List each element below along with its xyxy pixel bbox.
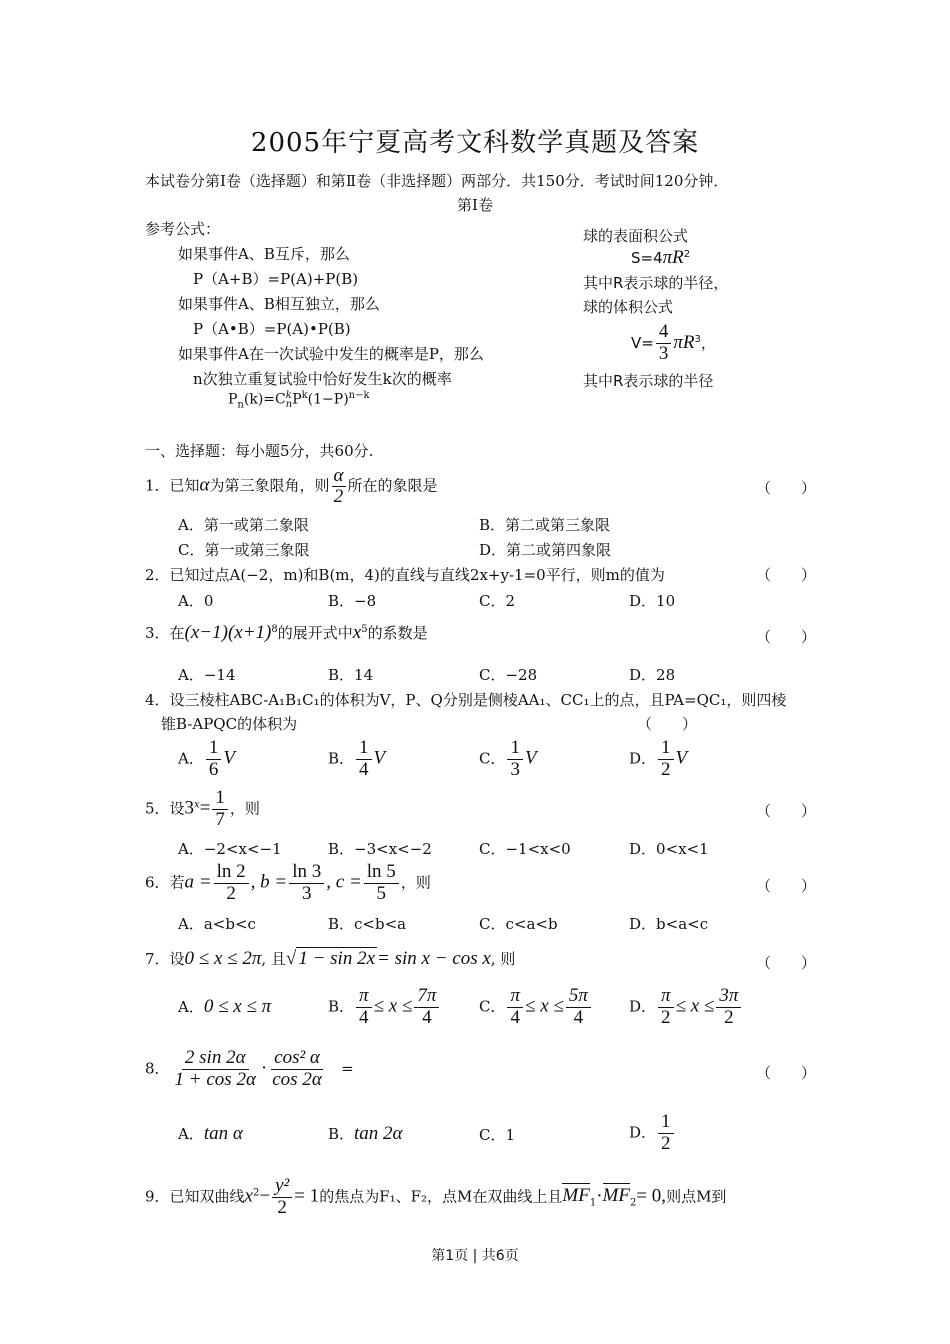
option-b: B．−3<x<−2 bbox=[328, 840, 432, 858]
option-c: C．−1<x<0 bbox=[479, 840, 571, 858]
option-a: A． $\frac{1}{6}$ V bbox=[178, 737, 235, 780]
option-a: A．−2<x<−1 bbox=[178, 840, 282, 858]
radius-note: 其中R表示球的半径 bbox=[583, 372, 714, 390]
option-c: C．2 bbox=[479, 592, 516, 610]
option-a: A．−14 bbox=[178, 666, 236, 684]
option-c: C．c<a<b bbox=[479, 915, 558, 933]
sphere-area-formula: $S=4\pi R^2$ bbox=[631, 247, 691, 268]
option-b: B． $\frac{1}{4}$ V bbox=[328, 737, 386, 780]
option-d: D． $\frac{1}{2}$ bbox=[629, 1112, 676, 1155]
option-d: D．第二或第四象限 bbox=[479, 541, 612, 559]
formula-line: 如果事件A、B互斥，那么 bbox=[178, 245, 350, 263]
option-d: D．b<a<c bbox=[629, 915, 709, 933]
binomial-formula: $P_n(k)=C$ k n $P^k(1-P)^{n-k}$ bbox=[228, 389, 370, 411]
option-a: A．0 bbox=[178, 592, 214, 610]
radius-note: 其中R表示球的半径， bbox=[583, 274, 729, 292]
option-c: C．第一或第三象限 bbox=[178, 541, 310, 559]
question-2-stem: 2．已知过点A(−2，m)和B(m，4)的直线与直线2x+y-1=0平行，则m的值为 bbox=[145, 566, 665, 584]
option-a: A．a<b<c bbox=[178, 915, 256, 933]
option-b: B． $\frac{\pi}{4}$ ≤ x ≤ $\frac{7\pi}{4}$ bbox=[328, 986, 441, 1029]
page-footer: 第1页 | 共6页 bbox=[431, 1248, 519, 1264]
option-c: C． $\frac{1}{3}$ V bbox=[479, 737, 537, 780]
answer-blank: （ ） bbox=[756, 877, 817, 895]
option-d: D． $\frac{1}{2}$ V bbox=[629, 737, 688, 780]
exam-intro: 本试卷分第Ⅰ卷（选择题）和第Ⅱ卷（非选择题）两部分．共150分．考试时间120分钟． bbox=[145, 172, 729, 190]
option-c: C．−28 bbox=[479, 666, 538, 684]
option-b: B．第二或第三象限 bbox=[479, 516, 611, 534]
question-5-stem: 5．设$3^x=$ $\frac{1}{7}$ ，则 bbox=[145, 787, 260, 830]
option-d: D．28 bbox=[629, 666, 676, 684]
question-3-stem: 3．在$(x-1)(x+1)^8$的展开式中$x^5$的系数是 bbox=[145, 622, 428, 643]
option-c: C． $\frac{\pi}{4}$ ≤ x ≤ $\frac{5\pi}{4}$ bbox=[479, 986, 593, 1029]
question-1-stem: 1．已知α为第三象限角，则 $\frac{\alpha}{2}$ 所在的象限是 bbox=[145, 465, 438, 507]
formula-line: 如果事件A在一次试验中发生的概率是P，那么 bbox=[178, 345, 484, 363]
question-4-stem-cont: 锥B-APQC的体积为 bbox=[161, 715, 298, 733]
option-d: D．10 bbox=[629, 592, 676, 610]
option-b: B．tan 2α bbox=[328, 1123, 403, 1144]
answer-blank: （ ） bbox=[756, 566, 817, 584]
formula-line: P（A+B）=P(A)+P(B) bbox=[193, 270, 359, 288]
page-title: 2005年宁夏高考文科数学真题及答案 bbox=[250, 128, 700, 158]
question-8-stem: 8． $\frac{2 \sin 2\alpha}{1 + \cos 2\alpha}$ · $\frac{\text{cos² α}}{\cos 2\alpha}$ = bbox=[145, 1047, 354, 1090]
sphere-volume-formula: V= $\frac{4}{3}$ $\pi R^3$， bbox=[631, 321, 716, 364]
formula-line: n次独立重复试验中恰好发生k次的概率 bbox=[193, 370, 452, 388]
option-a: A．第一或第二象限 bbox=[178, 516, 309, 534]
option-d: D． $\frac{\pi}{2}$ ≤ x ≤ $\frac{3\pi}{2}$ bbox=[629, 986, 743, 1029]
part-heading: 第Ⅰ卷 bbox=[457, 196, 493, 214]
option-b: B．−8 bbox=[328, 592, 377, 610]
answer-blank: （ ） bbox=[756, 479, 817, 497]
answer-blank: （ ） bbox=[756, 628, 817, 646]
answer-blank: （ ） bbox=[756, 802, 817, 820]
formula-line: P（A•B）=P(A)•P(B) bbox=[193, 320, 351, 338]
section-heading: 一、选择题：每小题5分，共60分. bbox=[145, 442, 374, 460]
question-6-stem: 6．若a = $\frac{\ln 2}{2}$ , b = $\frac{\ln 3}{3}$ , c = $\frac{\ln 5}{5}$ ，则 bbox=[145, 861, 431, 904]
option-b: B．c<b<a bbox=[328, 915, 407, 933]
option-a: A．0 ≤ x ≤ π bbox=[178, 996, 272, 1017]
question-9-stem: 9．已知双曲线$x^2-$ $\frac{\text{y²}}{2}$ = 1的焦点为F₁、F₂，点M在双曲线上且$MF_1\cdot MF_2= 0$,则点M到 bbox=[145, 1175, 727, 1218]
formula-heading: 参考公式： bbox=[145, 220, 221, 238]
question-4-stem: 4．设三棱柱ABC-A₁B₁C₁的体积为V，P、Q分别是侧棱AA₁、CC₁上的点，且PA=QC₁，则四棱 bbox=[145, 691, 787, 709]
option-b: B．14 bbox=[328, 666, 374, 684]
answer-blank: （ ） bbox=[756, 1064, 817, 1082]
question-7-stem: 7．设0 ≤ x ≤ 2π, 且√ 1 − sin 2x = sin x − cos x, 则 bbox=[145, 948, 516, 969]
formula-line: 如果事件A、B相互独立，那么 bbox=[178, 295, 380, 313]
option-c: C．1 bbox=[479, 1126, 516, 1144]
option-d: D．0<x<1 bbox=[629, 840, 709, 858]
answer-blank: （ ） bbox=[756, 954, 817, 972]
sphere-volume-heading: 球的体积公式 bbox=[583, 298, 674, 316]
option-a: A．tan α bbox=[178, 1123, 243, 1144]
answer-blank: （ ） bbox=[637, 715, 698, 733]
sphere-area-heading: 球的表面积公式 bbox=[583, 227, 689, 245]
